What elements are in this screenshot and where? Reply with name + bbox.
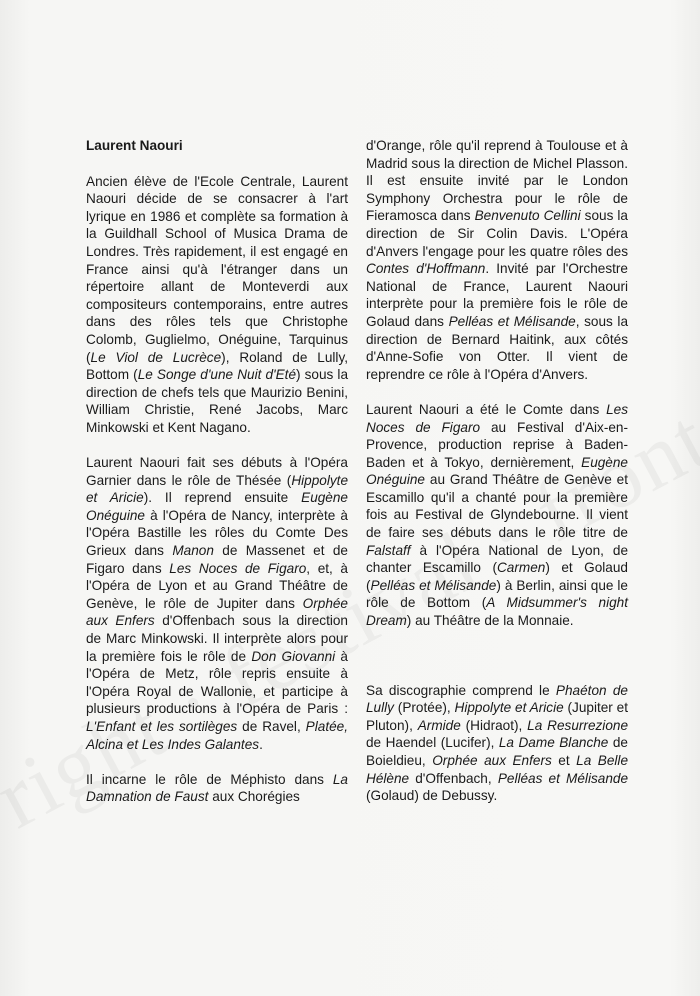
text-run: , sous la direction de Bernard Haitink, aux côtés d'Anne-Sofie von Otter. Il vient de reprendre ce rôle à l'Opéra d'Anvers. [366, 313, 628, 382]
text-run: à l'Opéra de Metz, rôle repris ensuite à l'Opéra Royal de Wallonie, et participe à plusieurs productions à l'Opéra de Paris : [86, 648, 348, 717]
italic-title: Le Songe d'une Nuit d'Eté [137, 367, 297, 383]
italic-title: Orphée aux Enfers [86, 595, 348, 629]
italic-title: Pelléas et Mélisande [370, 577, 497, 593]
text-run: ). Il reprend ensuite [143, 490, 302, 506]
text-run: sous la direction de Sir Colin Davis. L'Opéra d'Anvers l'engage pour les quatre rôles des [366, 208, 628, 259]
italic-title: Hippolyte et Aricie [86, 472, 348, 506]
italic-title: Le Viol de Lucrèce [90, 349, 222, 365]
text-run: au Festival d'Aix-en-Provence, production reprise à Baden-Baden et à Tokyo, dernièrement, [366, 419, 628, 470]
text-run: d'Offenbach, [409, 770, 498, 786]
italic-title: Pelléas et Mélisande [448, 313, 576, 329]
text-run: (Jupiter et Pluton), [366, 700, 628, 733]
text-run: de Ravel, [237, 719, 306, 734]
paragraph [366, 682, 628, 805]
paragraph [86, 173, 348, 437]
italic-title: La Belle Hélène [366, 753, 629, 786]
text-run: au Grand Théâtre de Genève et Escamillo qu'il a chanté pour la première fois au Festival de Glyndebourne. Il vient de faire ses débuts dans le rôle titre de [366, 472, 628, 541]
paragraph [86, 771, 348, 806]
italic-title: Falstaff [366, 542, 411, 558]
text-run: (Protée), [393, 700, 455, 716]
paragraph [86, 454, 348, 753]
italic-title: Don Giovanni [251, 648, 336, 664]
text-run: d'Offenbach sous la direction de Marc Minkowski. Il interprète alors pour la première fois le rôle de [86, 613, 348, 664]
italic-title: Platée, Alcina et Les Indes Galantes [86, 719, 348, 752]
italic-title: Manon [172, 543, 214, 559]
text-run: Ancien élève de l'Ecole Centrale, Laurent Naouri décide de se consacrer à l'art lyrique en 1986 et complète sa formation à la Guildhall School of Musica Drama de Londres. Très rapidement, il est engagé en France ainsi qu'à l'étranger dans un répertoire allant de Monteverdi aux compositeurs contemporains, entre autres dans des rôles tels que Christophe Colomb, Guglielmo, Onéguine, Tarquinus ( [86, 173, 348, 365]
text-run: Sa discographie comprend le [366, 682, 556, 698]
italic-title: Pelléas et Mélisande [497, 770, 629, 786]
italic-title: Eugène Onéguine [86, 490, 348, 523]
text-run: de Boieldieu, [366, 735, 628, 768]
italic-title: Eugène Onéguine [366, 454, 628, 488]
text-run: (Golaud) de Debussy. [366, 788, 498, 804]
right-column [366, 137, 628, 822]
text-run: , et, à l'Opéra de Lyon et au Grand Théâtre de Genève, le rôle de Jupiter dans [86, 560, 348, 611]
italic-title: Hippolyte et Aricie [454, 700, 564, 716]
italic-title: Contes d'Hoffmann [366, 261, 486, 277]
text-run: de Massenet et de Figaro dans [86, 543, 348, 576]
text-run: ) sous la direction de chefs tels que Maurizio Benini, William Christie, René Jacobs, Marc Minkowski et Kent Nagano. [86, 367, 349, 435]
italic-title: Orphée aux Enfers [432, 753, 552, 768]
text-run: ), Roland de Lully, Bottom ( [86, 349, 349, 383]
text-run: . [259, 736, 263, 752]
text-run: à l'Opéra National de Lyon, de chanter Escamillo ( [366, 542, 628, 576]
text-run: à l'Opéra de Nancy, interprète à l'Opéra Bastille les rôles du Comte Des Grieux dans [86, 507, 348, 559]
italic-title: La Resurrezione [527, 717, 629, 733]
italic-title: Les Noces de Figaro [366, 401, 628, 435]
text-run: ) à Berlin, ainsi que le rôle de Bottom ( [366, 577, 628, 611]
italic-title: Phaéton de Lully [366, 682, 628, 716]
italic-title: La Dame Blanche [498, 735, 609, 751]
text-run: Laurent Naouri fait ses débuts à l'Opéra Garnier dans le rôle de Thésée ( [86, 455, 348, 488]
paragraph [366, 137, 628, 383]
left-column [86, 137, 348, 824]
italic-title: Les Noces de Figaro [169, 560, 307, 576]
text-run: d'Orange, rôle qu'il reprend à Toulouse et à Madrid sous la direction de Michel Plasson. Il est ensuite invité par le London Symphony Orchestra pour le rôle de Fieramosca dans [366, 138, 628, 224]
paragraph [366, 401, 628, 630]
italic-title: L'Enfant et les sortilèges [86, 719, 238, 734]
text-run: ) au Théâtre de la Monnaie. [406, 613, 574, 629]
italic-title: La Damnation de Faust [86, 771, 348, 805]
text-run: Laurent Naouri a été le Comte dans [366, 401, 607, 417]
italic-title: Carmen [496, 560, 546, 576]
text-run: aux Chorégies [208, 789, 300, 805]
italic-title: A Midsummer's night Dream [366, 595, 628, 629]
page-title: Laurent Naouri [86, 138, 183, 153]
text-run: . Invité par l'Orchestre National de France, Laurent Naouri interprète pour la première fois le rôle de Golaud dans [366, 261, 628, 329]
text-run: ) et Golaud ( [366, 560, 628, 593]
italic-title: Armide [417, 717, 461, 733]
text-run: (Hidraot), [460, 717, 528, 733]
text-run: de Haendel (Lucifer), [366, 735, 499, 751]
text-run: Il incarne le rôle de Méphisto dans [86, 771, 333, 787]
text-run: et [551, 753, 577, 768]
italic-title: Benvenuto Cellini [474, 208, 581, 224]
